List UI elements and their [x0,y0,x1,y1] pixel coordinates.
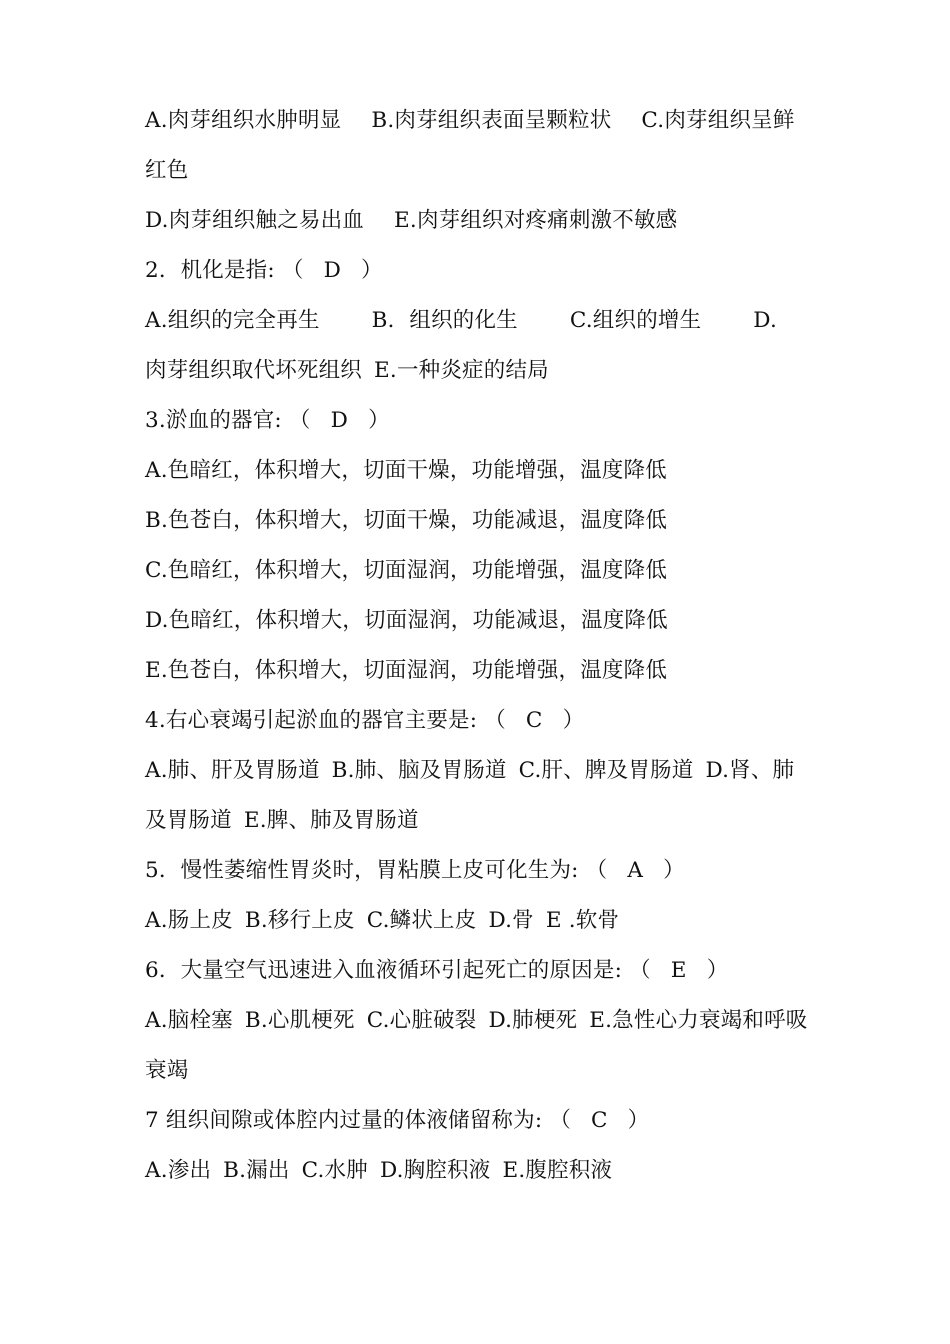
q3-option-d: D.色暗红，体积增大，切面湿润，功能减退，温度降低 [145,608,668,633]
q4-answer: C [525,708,543,733]
q5-paren-open: （ [585,858,608,883]
q6-option-d: D.肺梗死 [488,1008,578,1033]
q6-stem-text: 6．大量空气迅速进入血液循环引起死亡的原因是: [145,958,623,983]
q7-option-c: C.水肿 [301,1158,368,1183]
q2-option-e: E.一种炎症的结局 [374,358,549,383]
q5-answer: A [627,858,644,883]
q6-option-e: E.急性心力衰竭和呼吸 [589,1008,808,1033]
q2-option-d: D. [753,308,778,333]
q6-option-a: A.脑栓塞 [145,1008,233,1033]
q6-paren-close: ） [706,958,729,983]
q4-stem-text: 4.右心衰竭引起淤血的器官主要是: [145,708,478,733]
q5-option-b: B.移行上皮 [244,908,355,933]
q2-option-d-cont: 肉芽组织取代坏死组织 [145,358,363,383]
q3-option-a: A.色暗红，体积增大，切面干燥，功能增强，温度降低 [145,458,667,483]
q5-paren-close: ） [663,858,685,883]
q2-paren-open: （ [281,258,304,283]
q6-option-b: B.心肌梗死 [244,1008,355,1033]
q5-option-a: A.肠上皮 [145,908,233,933]
q3-paren-open: （ [288,408,311,433]
q5-option-d: D.骨 [488,908,534,933]
q6-options-line-1 [145,996,815,1046]
q2-option-c: C.组织的增生 [569,308,702,333]
q1-options-line-3 [145,196,815,246]
q4-options-line-2 [145,796,815,846]
q3-option-e: E.色苍白，体积增大，切面湿润，功能增强，温度降低 [145,658,668,683]
q7-option-a: A.渗出 [145,1158,212,1183]
q7-paren-close: ） [627,1108,650,1133]
q6-paren-open: （ [629,958,651,983]
q6-option-c: C.心脏破裂 [366,1008,477,1033]
q3-option-c: C.色暗红，体积增大，切面湿润，功能增强，温度降低 [145,558,668,583]
q4-option-d-cont: 及胃肠道 [145,808,232,833]
q4-paren-open: （ [484,708,506,733]
q1-option-a: A.肉芽组织水肿明显 [145,108,342,133]
q7-options-line [145,1146,815,1196]
q5-option-e: E .软骨 [545,908,620,933]
q1-option-b: B.肉芽组织表面呈颗粒状 [371,108,612,133]
q1-option-d: D.肉芽组织触之易出血 [145,208,365,233]
document-page [145,96,815,1196]
q4-option-e: E.脾、肺及胃肠道 [243,808,419,833]
q4-option-d: D.肾、肺 [705,758,795,783]
q4-options-line-1 [145,746,815,796]
q7-answer: C [591,1108,608,1133]
q5-options-line [145,896,815,946]
q6-option-e-cont: 衰竭 [145,1058,189,1083]
q1-options-line-1 [145,96,815,146]
q3-stem-text: 3.淤血的器官: [145,408,282,433]
q4-paren-close: ） [562,708,585,733]
q7-paren-open: （ [549,1108,572,1133]
q4-option-c: C.肝、脾及胃肠道 [518,758,694,783]
q1-option-e: E.肉芽组织对疼痛刺激不敏感 [394,208,678,233]
q7-stem-text: 7 组织间隙或体腔内过量的体液储留称为: [145,1108,543,1133]
q1-options-line-2 [145,146,815,196]
q1-option-c-cont: 红色 [145,158,189,183]
q2-answer: D [323,258,342,283]
q2-option-b: B．组织的化生 [371,308,518,333]
q7-stem [145,1096,815,1146]
q2-option-a: A.组织的完全再生 [145,308,320,333]
q3-paren-close: ） [368,408,390,433]
q6-options-line-2 [145,1046,815,1096]
q2-stem [145,246,815,296]
q7-option-e: E.腹腔积液 [502,1158,613,1183]
q6-answer: E [670,958,687,983]
q3-stem [145,396,815,446]
q1-option-c: C.肉芽组织呈鲜 [641,108,795,133]
q7-option-b: B.漏出 [223,1158,290,1183]
q3-option-b: B.色苍白，体积增大，切面干燥，功能减退，温度降低 [145,508,668,533]
q2-paren-close: ） [361,258,383,283]
q4-option-b: B.肺、脑及胃肠道 [331,758,507,783]
q2-options-line-1 [145,296,815,346]
q6-stem [145,946,815,996]
q4-option-a: A.肺、肝及胃肠道 [145,758,320,783]
q5-option-c: C.鳞状上皮 [366,908,477,933]
q2-options-line-2 [145,346,815,396]
q7-option-d: D.胸腔积液 [379,1158,491,1183]
q5-stem-text: 5．慢性萎缩性胃炎时，胃粘膜上皮可化生为: [145,858,579,883]
q2-stem-text: 2．机化是指: [145,258,275,283]
q5-stem [145,846,815,896]
q3-answer: D [330,408,349,433]
q4-stem [145,696,815,746]
